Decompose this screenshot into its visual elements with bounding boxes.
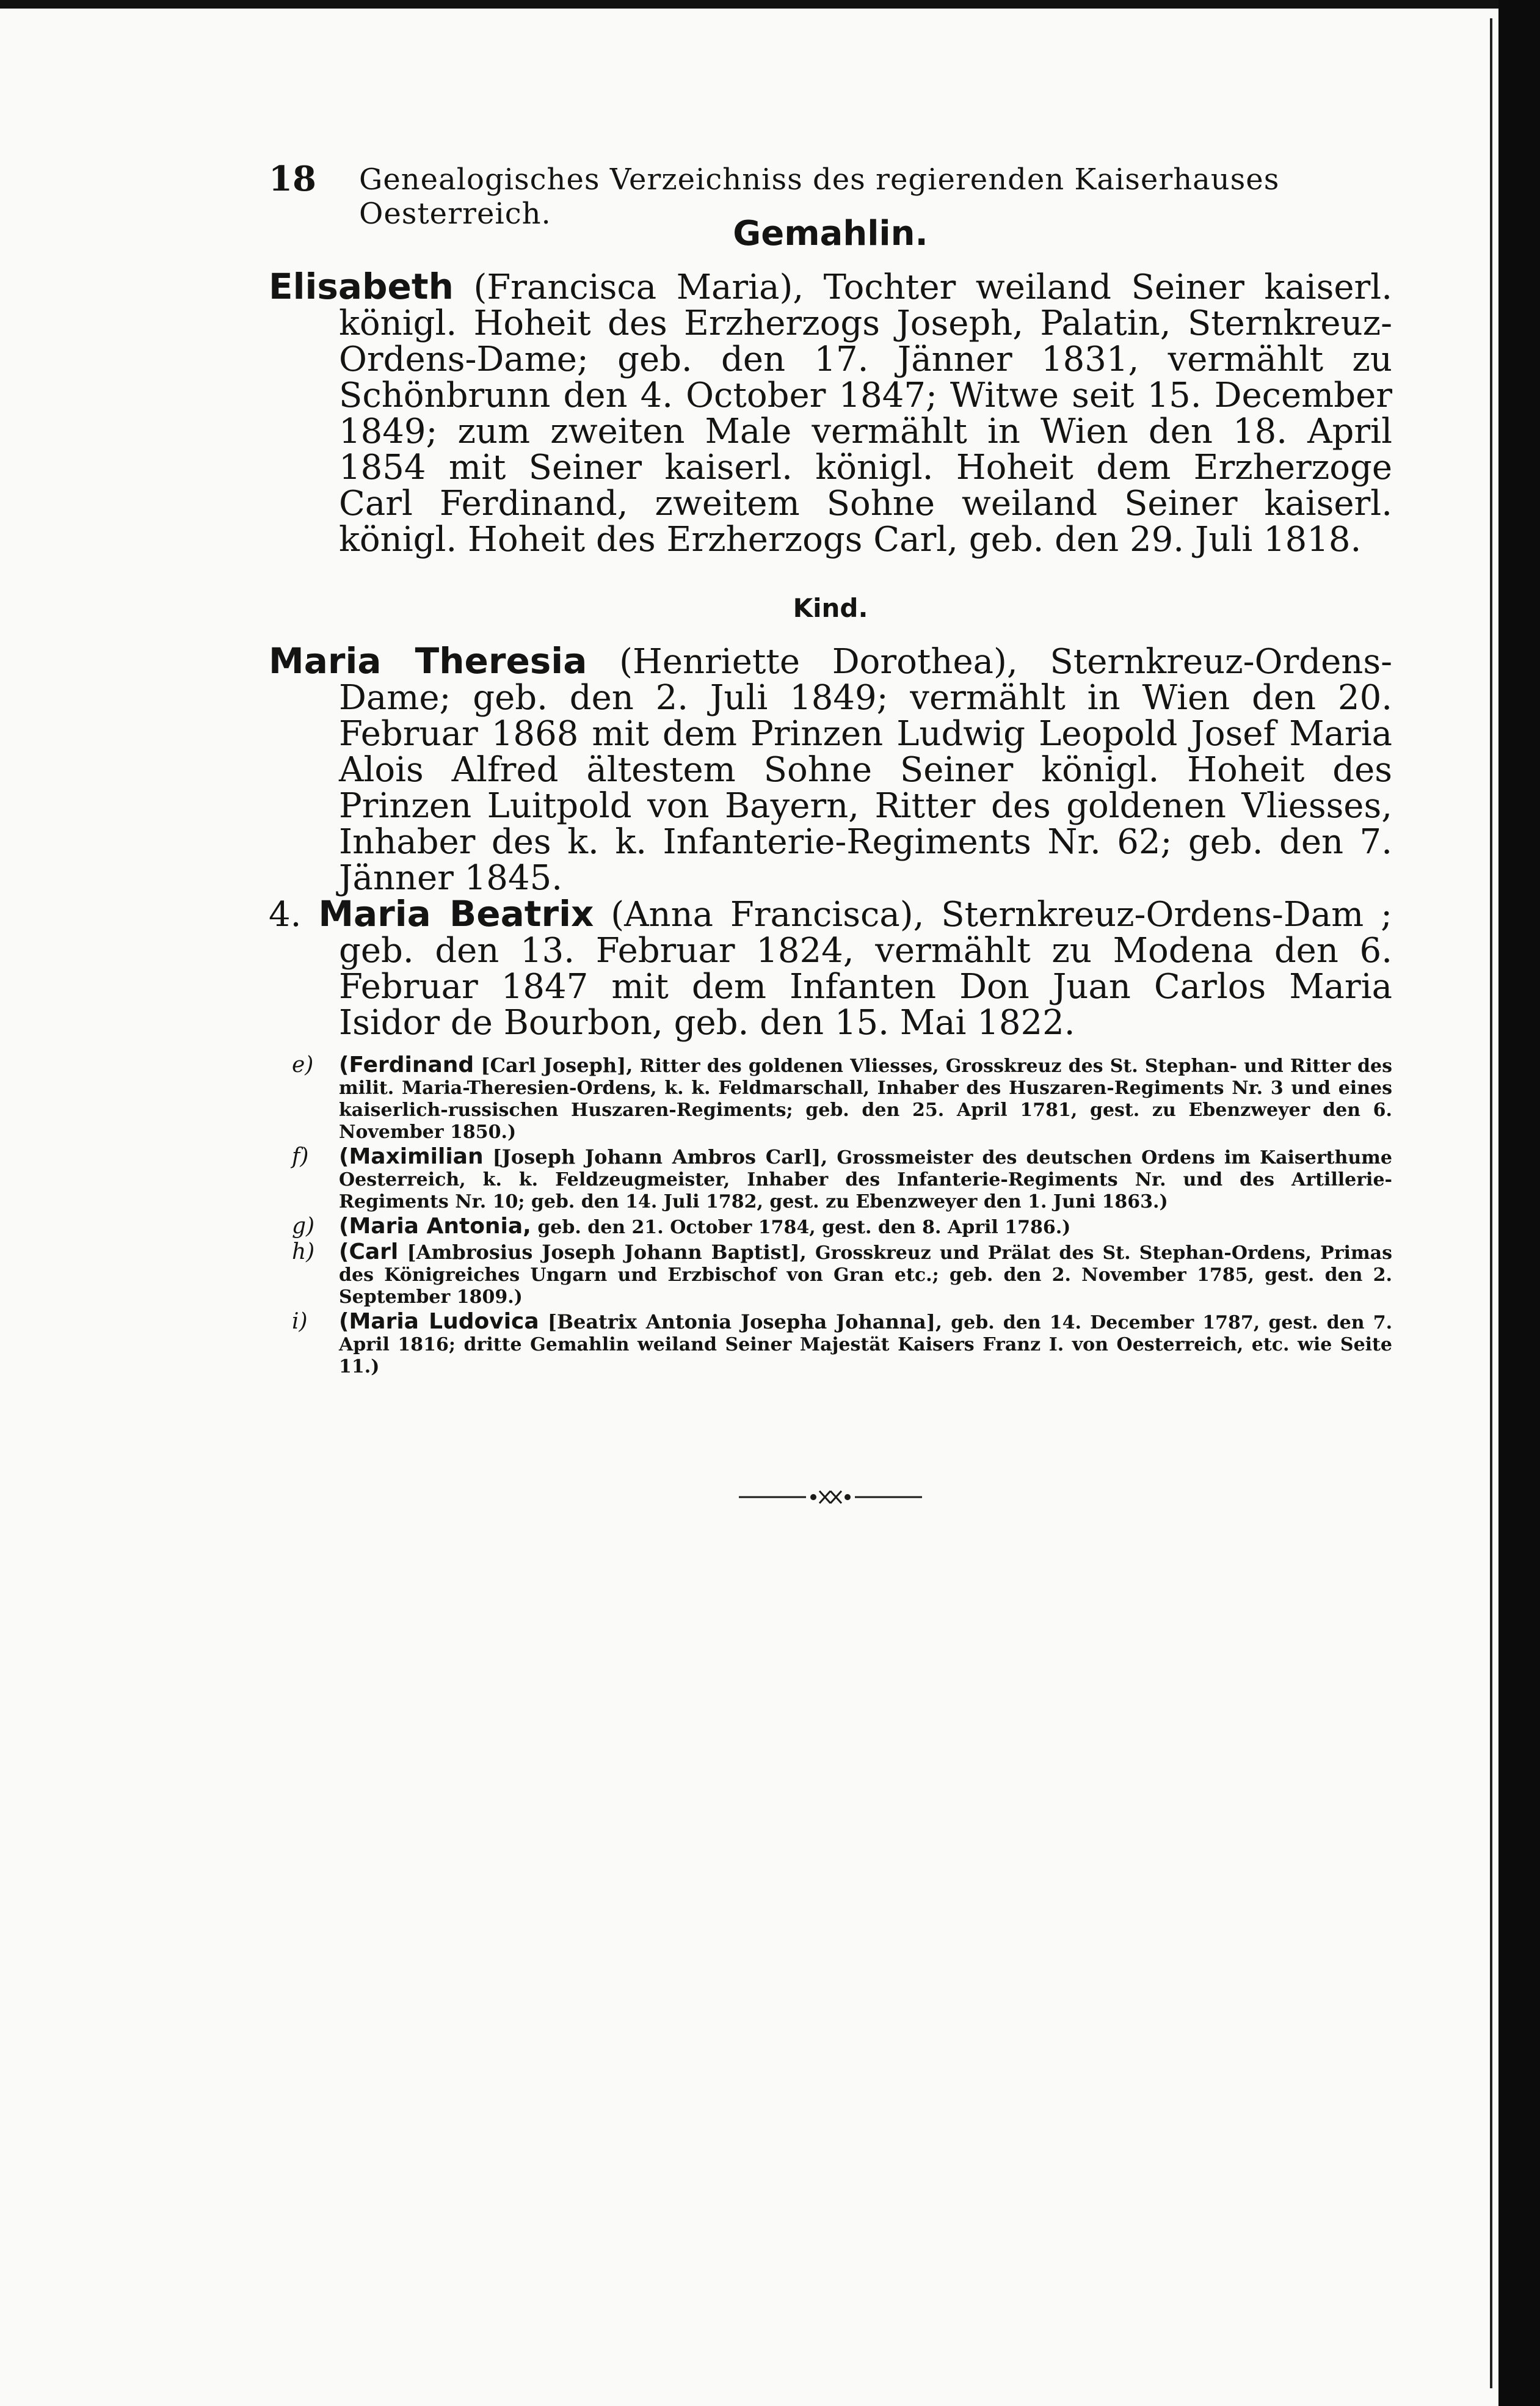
running-head <box>269 159 1392 231</box>
entry-number: 4. <box>269 895 302 935</box>
footnote-text: geb. den 14. December 1787, gest. den 7. April 1816; dritte Gemahlin weiland Seiner Majestät Kaisers Franz I. von Oesterreich, etc. wie Seite 11.) <box>339 1312 1393 1377</box>
scan-right-edge <box>1498 0 1540 2406</box>
footnote-text: Ritter des goldenen Vliesses, Grosskreuz des St. Stephan- und Ritter des milit. Maria-Theresien-Ordens, k. k. Feldmarschall, Inhaber des Huszaren-Regiments Nr. 3 und eines kaiserlich-russischen Huszaren-Regiments; geb. den 25. April 1781, gest. zu Ebenzweyer den 6. November 1850.) <box>339 1055 1393 1143</box>
footnote-bracket: [Beatrix Antonia Josepha Johanna], <box>547 1310 943 1333</box>
footnote-text: Grossmeister des deutschen Ordens im Kaiserthume Oesterreich, k. k. Feldzeugmeister, Inhaber des Infanterie-Regiments Nr. und des Artillerie-Regiments Nr. 10; geb. den 14. Juli 1782, gest. zu Ebenzweyer den 1. Juni 1863.) <box>339 1147 1392 1212</box>
footnote-mark: i) <box>292 1309 308 1334</box>
entry-name: Maria Beatrix <box>318 893 594 935</box>
entry-text: (Anna Francisca), Sternkreuz-Ordens-Dam ; geb. den 13. Februar 1824, vermählt zu Modena den 6. Februar 1847 mit dem Infanten Don Juan Carlos Maria Isidor de Bourbon, geb. den 15. Mai 1822. <box>339 895 1392 1043</box>
footnote-name: (Maria Ludovica <box>339 1309 539 1334</box>
footnote-mark: h) <box>292 1239 315 1264</box>
footnote-name: (Ferdinand <box>339 1052 474 1077</box>
section-heading-gemahlin: Gemahlin. <box>733 214 928 253</box>
scan-top-edge <box>0 0 1540 9</box>
end-ornament <box>739 1488 922 1512</box>
footnote <box>269 1216 1392 1239</box>
entry-maria-beatrix <box>269 893 1392 1043</box>
entry-text: (Henriette Dorothea), Sternkreuz-Ordens-Dame; geb. den 2. Juli 1849; vermählt in Wien den 20. Februar 1868 mit dem Prinzen Ludwig Leopold Josef Maria Alois Alfred ältestem Sohne Seiner königl. Hoheit des Prinzen Luitpold von Bayern, Ritter des goldenen Vliesses, Inhaber des k. k. Infanterie-Regiments Nr. 62; geb. den 7. Jänner 1845. <box>339 642 1392 898</box>
page-number: 18 <box>269 159 316 199</box>
entry-text: (Francisca Maria), Tochter weiland Seiner kaiserl. königl. Hoheit des Erzherzogs Joseph, Palatin, Sternkreuz-Ordens-Dame; geb. den 17. Jänner 1831, vermählt zu Schönbrunn den 4. October 1847; Witwe seit 15. December 1849; zum zweiten Male vermählt in Wien den 18. April 1854 mit Seiner kaiserl. königl. Hoheit dem Erzherzoge Carl Ferdinand, zweitem Sohne weiland Seiner kaiserl. königl. Hoheit des Erzherzogs Carl, geb. den 29. Juli 1818. <box>339 268 1392 560</box>
footnote-text: geb. den 21. October 1784, gest. den 8. April 1786.) <box>537 1217 1071 1238</box>
entry-elisabeth <box>269 266 1392 560</box>
footnote-name: (Maria Antonia, <box>339 1214 531 1239</box>
footnote-bracket: [Joseph Johann Ambros Carl], <box>492 1145 828 1168</box>
footnote-bracket: [Ambrosius Joseph Johann Baptist], <box>407 1241 807 1264</box>
footnote-name: (Carl <box>339 1239 399 1264</box>
footnote-mark: e) <box>292 1052 314 1077</box>
page-content <box>269 159 1392 1512</box>
page-border-line <box>1490 18 1492 2388</box>
footnotes <box>269 1054 1392 1378</box>
section-heading-kind: Kind. <box>793 593 868 623</box>
entry-name: Elisabeth <box>269 266 454 307</box>
entry-maria-theresia <box>269 640 1392 898</box>
entry-name: Maria Theresia <box>269 640 587 682</box>
footnote <box>269 1311 1392 1378</box>
footnote-mark: f) <box>292 1144 309 1169</box>
ornament-rule-icon <box>739 1488 922 1506</box>
footnote <box>269 1054 1392 1143</box>
running-title: Genealogisches Verzeichniss des regierenden Kaiserhauses Oesterreich. <box>359 162 1280 231</box>
footnote-mark: g) <box>292 1214 315 1239</box>
footnote-text: Grosskreuz und Prälat des St. Stephan-Ordens, Primas des Königreiches Ungarn und Erzbischof von Gran etc.; geb. den 2. November 1785, gest. den 2. September 1809.) <box>339 1242 1393 1308</box>
footnote-bracket: [Carl Joseph], <box>481 1054 633 1077</box>
footnote-name: (Maximilian <box>339 1144 484 1169</box>
footnote <box>269 1241 1392 1308</box>
footnote <box>269 1146 1392 1213</box>
